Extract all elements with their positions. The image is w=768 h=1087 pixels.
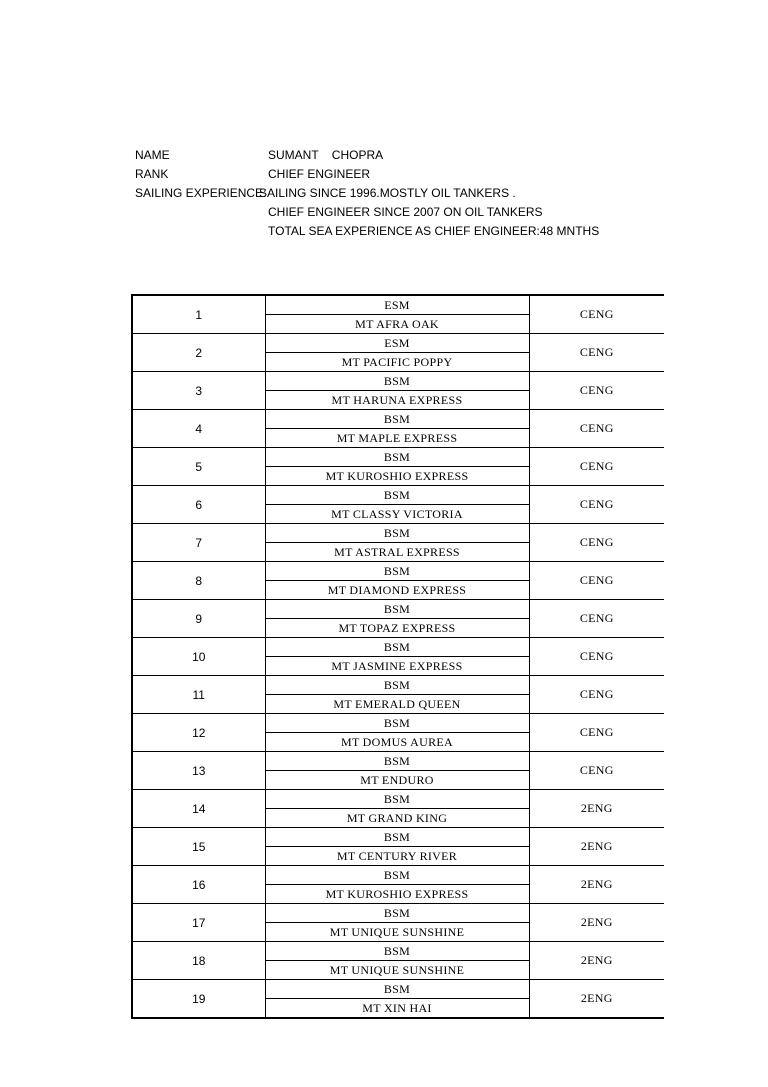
rank-served: 2ENG [529,866,664,904]
vessel-name: MT DOMUS AUREA [265,733,529,752]
table-row [132,676,664,695]
ship-manager: BSM [265,562,529,581]
vessel-name: MT MAPLE EXPRESS [265,429,529,448]
vessel-name: MT EMERALD QUEEN [265,695,529,714]
row-number: 12 [132,714,265,752]
rank-served: CENG [529,334,664,372]
vessel-name: MT HARUNA EXPRESS [265,391,529,410]
rank-served: 2ENG [529,942,664,980]
row-number: 11 [132,676,265,714]
table-row [132,600,664,619]
vessel-name: MT UNIQUE SUNSHINE [265,923,529,942]
ship-manager: BSM [265,372,529,391]
rank-served: CENG [529,486,664,524]
rank-served: CENG [529,752,664,790]
ship-manager: BSM [265,866,529,885]
table-row [132,448,664,467]
rank-served: CENG [529,448,664,486]
ship-manager: BSM [265,714,529,733]
rank-label: RANK [135,167,169,181]
row-number: 18 [132,942,265,980]
vessel-name: MT KUROSHIO EXPRESS [265,885,529,904]
table-row [132,828,664,847]
row-number: 9 [132,600,265,638]
table-row [132,562,664,581]
vessel-name: MT CLASSY VICTORIA [265,505,529,524]
row-number: 1 [132,295,265,334]
vessel-name: MT DIAMOND EXPRESS [265,581,529,600]
table-row [132,372,664,391]
name-value: SUMANT CHOPRA [268,148,384,162]
rank-served: CENG [529,676,664,714]
ship-manager: BSM [265,448,529,467]
vessel-name: MT ENDURO [265,771,529,790]
table-row [132,524,664,543]
rank-value: CHIEF ENGINEER [268,167,371,181]
rank-served: CENG [529,295,664,334]
rank-served: CENG [529,562,664,600]
vessel-name: MT KUROSHIO EXPRESS [265,467,529,486]
vessel-name: MT AFRA OAK [265,315,529,334]
row-number: 17 [132,904,265,942]
ship-manager: BSM [265,790,529,809]
table-row [132,334,664,353]
sailing-experience-label: SAILING EXPERIENCE: [135,186,267,200]
rank-served: CENG [529,600,664,638]
row-number: 2 [132,334,265,372]
vessel-name: MT UNIQUE SUNSHINE [265,961,529,980]
rank-served: 2ENG [529,904,664,942]
ship-manager: BSM [265,752,529,771]
ship-manager: BSM [265,980,529,999]
vessel-name: MT XIN HAI [265,999,529,1019]
ship-manager: BSM [265,638,529,657]
vessel-name: MT CENTURY RIVER [265,847,529,866]
ship-manager: BSM [265,676,529,695]
vessel-name: MT JASMINE EXPRESS [265,657,529,676]
table-row [132,295,664,315]
table-row [132,486,664,505]
table-row [132,752,664,771]
row-number: 14 [132,790,265,828]
ship-manager: BSM [265,410,529,429]
table-row [132,410,664,429]
vessel-name: MT ASTRAL EXPRESS [265,543,529,562]
row-number: 8 [132,562,265,600]
rank-served: 2ENG [529,980,664,1019]
row-number: 5 [132,448,265,486]
sailing-experience-line-2: CHIEF ENGINEER SINCE 2007 ON OIL TANKERS [268,205,543,219]
table-row [132,904,664,923]
rank-served: CENG [529,714,664,752]
row-number: 3 [132,372,265,410]
vessel-name: MT TOPAZ EXPRESS [265,619,529,638]
sea-service-table-body [132,295,664,1018]
ship-manager: ESM [265,334,529,353]
table-row [132,980,664,999]
row-number: 13 [132,752,265,790]
table-row [132,638,664,657]
table-row [132,866,664,885]
row-number: 15 [132,828,265,866]
ship-manager: ESM [265,295,529,315]
sailing-experience-line-3: TOTAL SEA EXPERIENCE AS CHIEF ENGINEER:48 MNTHS [268,224,600,238]
ship-manager: BSM [265,942,529,961]
ship-manager: BSM [265,904,529,923]
rank-served: 2ENG [529,790,664,828]
rank-served: 2ENG [529,828,664,866]
row-number: 10 [132,638,265,676]
vessel-name: MT PACIFIC POPPY [265,353,529,372]
row-number: 19 [132,980,265,1019]
name-label: NAME [135,148,170,162]
vessel-name: MT GRAND KING [265,809,529,828]
ship-manager: BSM [265,486,529,505]
row-number: 6 [132,486,265,524]
ship-manager: BSM [265,600,529,619]
row-number: 16 [132,866,265,904]
rank-served: CENG [529,524,664,562]
row-number: 7 [132,524,265,562]
ship-manager: BSM [265,828,529,847]
rank-served: CENG [529,638,664,676]
table-row [132,790,664,809]
table-row [132,942,664,961]
rank-served: CENG [529,372,664,410]
sailing-experience-line-1: SAILING SINCE 1996.MOSTLY OIL TANKERS . [259,186,516,200]
rank-served: CENG [529,410,664,448]
ship-manager: BSM [265,524,529,543]
table-row [132,714,664,733]
sea-service-table [131,294,664,1019]
row-number: 4 [132,410,265,448]
